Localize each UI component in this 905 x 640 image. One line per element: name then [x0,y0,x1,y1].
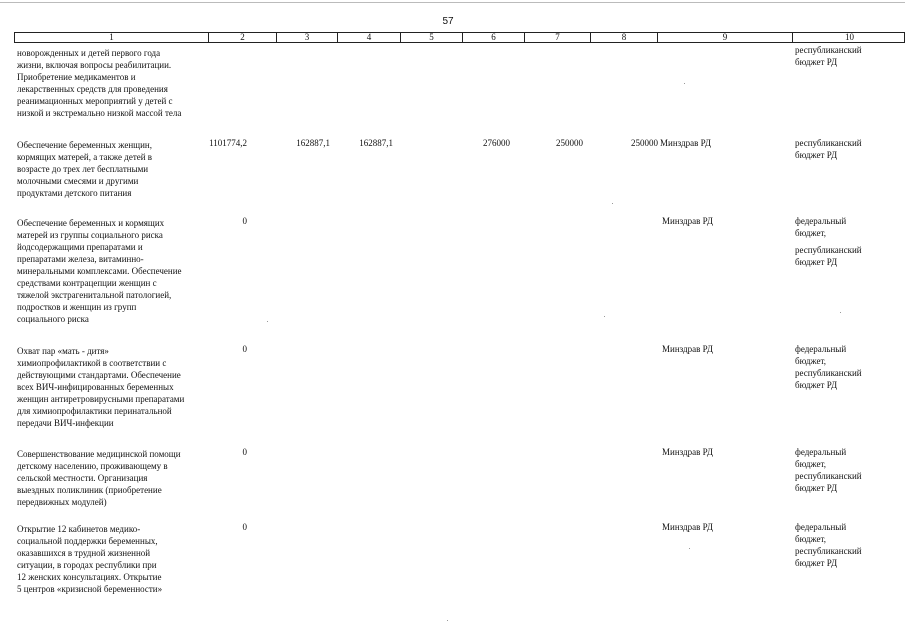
row-description-line: ситуации, в городах республики при [17,560,157,570]
row-description-line: 5 центров «кризисной беременности» [17,584,163,594]
row-funding-source-line: федеральный [795,522,847,532]
row-description-line: социального риска [17,314,89,324]
column-header-1: 1 [15,33,209,42]
row-description-line: тяжелой экстрагенитальной патологией, [17,290,172,300]
row-value-c3: 162887,1 [296,138,330,148]
row-description-line: йодсодержащими препаратами и [17,242,143,252]
page-top-rule [0,2,905,3]
row-funding-source-line: бюджет РД [795,57,838,67]
column-number-header [14,32,905,43]
scan-speck [612,203,613,204]
row-executor: Минздрав РД [662,522,714,532]
row-description-line: средствами контрацепции женщин с [17,278,157,288]
row-value-c2: 1101774,2 [209,138,247,148]
row-funding-source-line: бюджет РД [795,257,838,267]
row-description-line: 12 женских консультациях. Открытие [17,572,162,582]
column-header-10: 10 [845,32,854,42]
row-funding-source-line: бюджет, [795,459,827,469]
row-description-line: выездных поликлиник (приобретение [17,485,162,495]
column-header-3: 3 [277,33,338,42]
row-description-line: передачи ВИЧ-инфекции [17,418,114,428]
row-funding-source-line: республиканский [795,546,862,556]
row-funding-source-line: федеральный [795,216,847,226]
row-value-c8: 250000 [631,138,658,148]
row-description-line: Обеспечение беременных и кормящих [17,218,165,228]
scan-speck [267,321,268,322]
row-executor: Минздрав РД [660,138,712,148]
row-funding-source-line: бюджет РД [795,483,838,493]
column-header-8: 8 [591,33,658,42]
row-executor: Минздрав РД [662,216,714,226]
row-funding-source-line: федеральный [795,344,847,354]
row-value-c2: 0 [242,447,247,457]
row-description-line: матерей из группы социального риска [17,230,163,240]
row-description-line: оказавшихся в трудной жизненной [17,548,151,558]
row-description-line: лекарственных средств для проведения [17,84,168,94]
row-funding-source-line: бюджет, [795,534,827,544]
row-description-line: социальной поддержки беременных, [17,536,158,546]
row-executor: Минздрав РД [662,447,714,457]
row-executor: Минздрав РД [662,344,714,354]
column-header-4: 4 [338,33,401,42]
row-description-line: препаратами железа, витаминно- [17,254,144,264]
row-funding-source-line: бюджет РД [795,380,838,390]
row-description-line: детскому населению, проживающему в [17,461,168,471]
scan-speck [447,620,448,621]
row-funding-source-line: бюджет РД [795,558,838,568]
scan-speck [604,316,605,317]
column-header-5: 5 [401,33,463,42]
row-description-line: жизни, включая вопросы реабилитации. [17,60,172,70]
row-description-line: новорожденных и детей первого года [17,48,161,58]
row-funding-source-line: федеральный [795,447,847,457]
row-description-line: кормящих матерей, а также детей в [17,152,153,162]
row-description-line: молочными смесями и другими [17,176,139,186]
row-description-line: сельской местности. Организация [17,473,148,483]
column-header-9: 9 [658,33,793,42]
row-description-line: продуктами детского питания [17,188,132,198]
row-funding-source-line: республиканский [795,245,862,255]
row-funding-source-line: республиканский [795,138,862,148]
row-funding-source-line: республиканский [795,471,862,481]
row-description-line: реанимационных мероприятий у детей с [17,96,173,106]
row-funding-source-line: республиканский [795,368,862,378]
row-description-line: женщин антиретровирусными препаратами [17,394,185,404]
column-header-2: 2 [209,33,277,42]
row-description-line: передвижных модулей) [17,497,107,507]
row-value-c2: 0 [242,216,247,226]
row-description-line: Открытие 12 кабинетов медико- [17,524,141,534]
row-funding-source-line: бюджет, [795,228,827,238]
row-value-c2: 0 [242,344,247,354]
scan-speck [689,548,690,549]
row-description-line: всех ВИЧ-инфицированных беременных [17,382,174,392]
row-funding-source-line: бюджет, [795,356,827,366]
row-value-c6: 276000 [483,138,510,148]
row-description-line: Обеспечение беременных женщин, [17,140,152,150]
scan-speck [684,83,685,84]
row-description-line: минеральными комплексами. Обеспечение [17,266,182,276]
row-value-c7: 250000 [556,138,583,148]
row-description-line: Приобретение медикаментов и [17,72,136,82]
row-description-line: Совершенствование медицинской помощи [17,449,181,459]
page-number: 57 [442,16,454,27]
row-funding-source-line: республиканский [795,45,862,55]
row-description-line: подростков и женщин из групп [17,302,137,312]
row-description-line: химиопрофилактикой в соответствии с [17,358,167,368]
row-description-line: возрасте до трех лет бесплатными [17,164,149,174]
row-funding-source-line: бюджет РД [795,150,838,160]
column-header-6: 6 [463,33,525,42]
row-description-line: низкой и экстремально низкой массой тела [17,108,182,118]
row-description-line: Охват пар «мать - дитя» [17,346,109,356]
scan-speck [840,312,841,313]
column-header-7: 7 [525,33,591,42]
row-value-c2: 0 [242,522,247,532]
row-value-c4: 162887,1 [359,138,393,148]
row-description-line: действующими стандартами. Обеспечение [17,370,181,380]
row-description-line: для химиопрофилактики перинатальной [17,406,172,416]
